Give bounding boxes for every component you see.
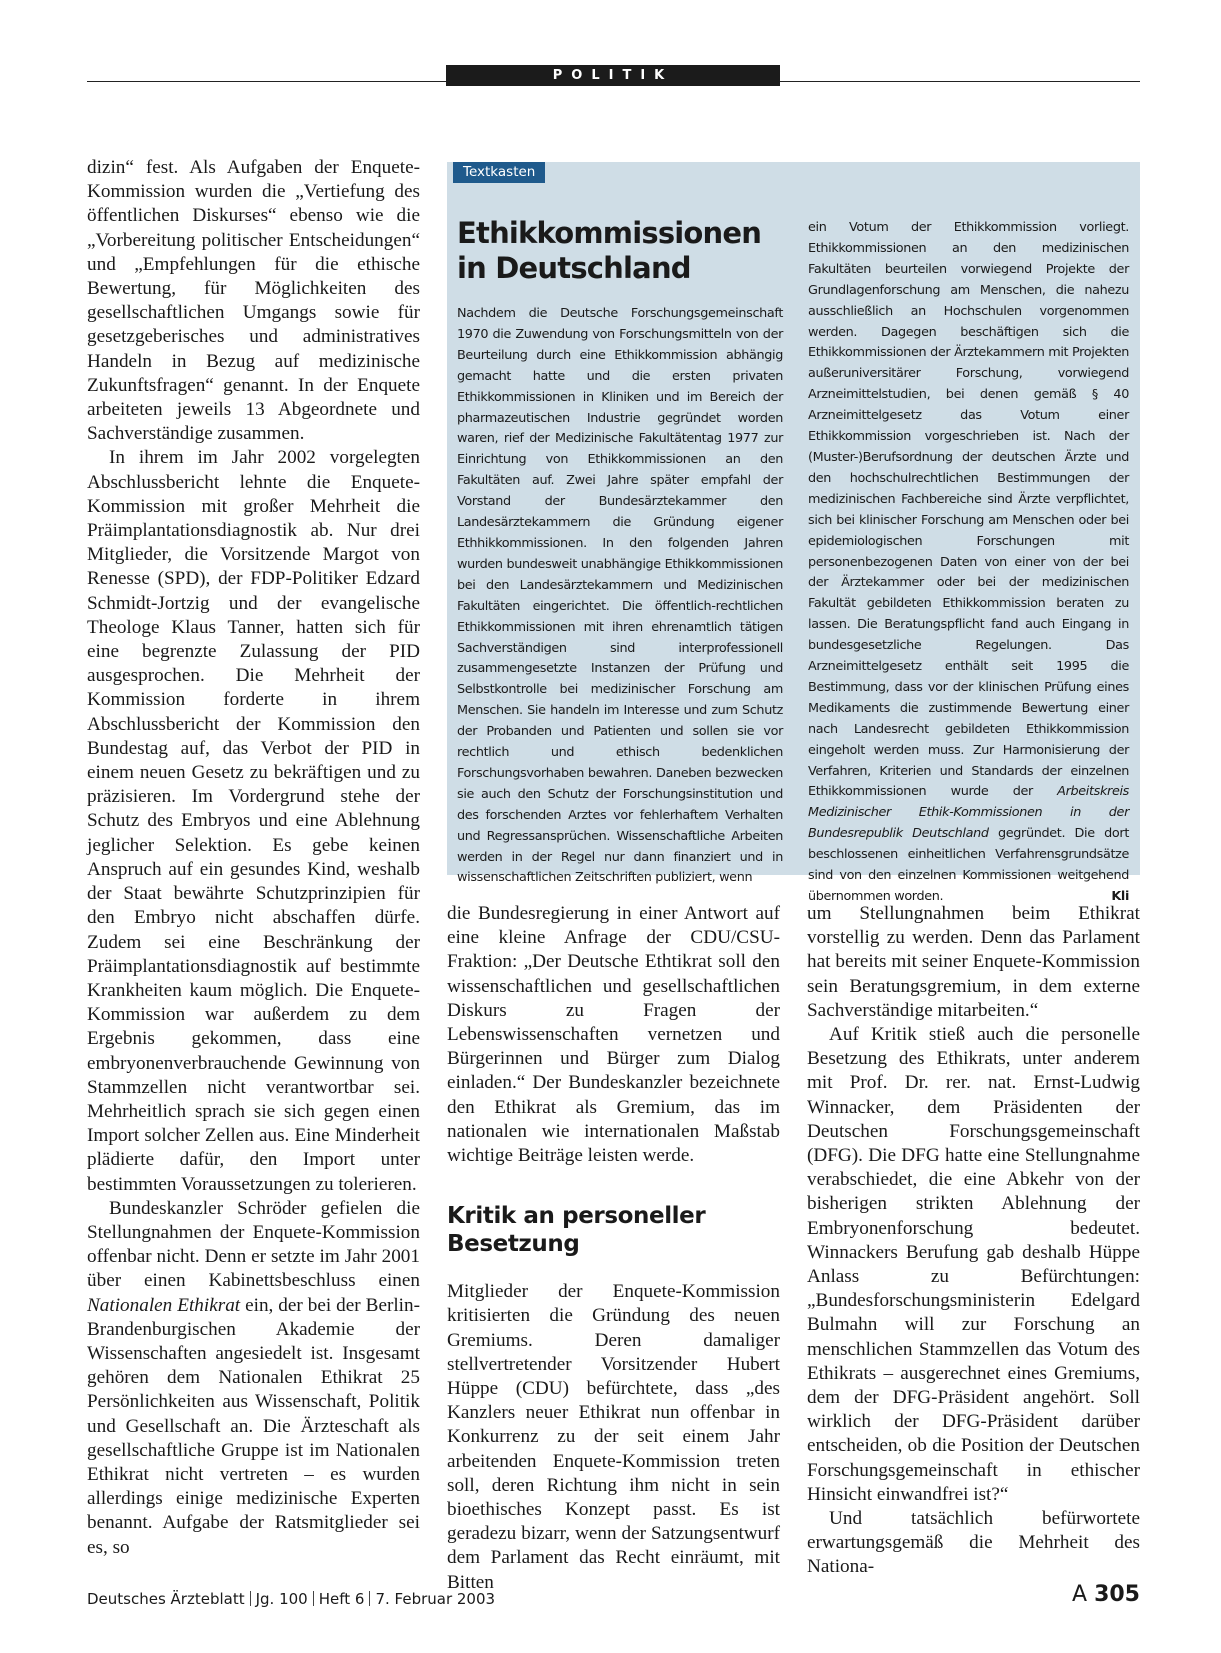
page-number-value: 305 — [1094, 1582, 1140, 1607]
section-label: POLITIK — [446, 65, 780, 86]
subheading: Kritik an personeller Besetzung — [447, 1203, 706, 1258]
paragraph: Mitglieder der Enquete-Kommission kritisierten die Gründung des neuen Gremiums. Deren damaliger stellvertretender Vorsitzender Hubert Hüppe (CDU) befürchtete, dass „des Kanzlers neuer Ethikrat nun offenbar in Konkurrenz zu der seit einem Jahr arbeitenden Enquete-Kommission treten soll, deren Richtung ihm nicht in sein bioethisches Konzept passt. Es ist geradezu bizarr, wenn der Satzungsentwurf dem Parlament das Recht einräumt, mit Bitten — [447, 1281, 780, 1593]
paragraph: um Stellungnahmen beim Ethikrat vorstellig zu werden. Denn das Parlament hat bereits mit seiner Enquete-Kommission sein Beratungsgremium, in dem externe Sachverständige mitarbeiten.“ — [807, 903, 1140, 1021]
volume: Jg. 100 — [255, 1590, 308, 1608]
paragraph: dizin“ fest. Als Aufgaben der Enquete-Kommission wurden die „Vertiefung des öffentlichen Diskurses“ ebenso wie die „Vorbereitung politischer Entscheidungen“ und „Empfehlungen für die ethische Bewertung, für Möglichkeiten des gesellschaftlichen Umgangs sowie für gesetzgeberisches und administratives Handeln in Bezug auf medizinische Zukunftsfragen“ genannt. In der Enquete arbeiteten jeweils 13 Abgeordnete und Sachverständige zusammen. — [87, 157, 420, 445]
textbox-column-1 — [457, 304, 783, 889]
article-column-1 — [87, 156, 420, 1560]
separator — [250, 1591, 251, 1606]
italic-term: Arbeitskreis Medizinischer Ethik-Kommissionen in der Bundesrepublik Deutschland — [808, 784, 1129, 842]
italic-term: Nationalen Ethikrat — [87, 1294, 241, 1316]
paragraph: die Bundesregierung in einer Antwort auf eine kleine Anfrage der CDU/CSU-Fraktion: „Der Deutsche Ethtikrat soll den wissenschaftlichen und gesellschaftlichen Diskurs zu Fragen der Lebenswissenschaften vernetzen und Bürgerinnen und Bürger zum Dialog einladen.“ Der Bundeskanzler bezeichnete den Ethikrat als Gremium, das im nationalen wie internationalen Maßstab wichtige Beiträge leisten werde. — [447, 903, 780, 1167]
textbox-paragraph — [808, 218, 1129, 908]
page-prefix: A — [1072, 1582, 1088, 1607]
paragraph: Auf Kritik stieß auch die personelle Besetzung des Ethikrats, unter anderem mit Prof. Dr. rer. nat. Ernst-Ludwig Winnacker, dem Präsidenten der Deutschen Forschungsgemeinschaft (DFG). Die DFG hatte eine Stellungnahme verabschiedet, die eine Abkehr von der bisherigen strikten Ablehnung der Embryonenforschung bedeutet. Winnackers Berufung gab deshalb Hüppe Anlass zu Befürchtungen: „Bundesforschungsministerin Edelgard Bulmahn will zur Forschung an menschlichen Stammzellen das Votum des Ethikrats – ausgerechnet eines Gremiums, dem der DFG-Präsident angehört. Soll wirklich der DFG-Präsident darüber entscheiden, ob die Position der Deutschen Forschungsgemeinschaft in ethischer Hinsicht einwandfrei ist?“ — [807, 1024, 1140, 1505]
issue: Heft 6 — [318, 1590, 365, 1608]
paragraph: In ihrem im Jahr 2002 vorgelegten Abschlussbericht lehnte die Enquete-Kommission mit großer Mehrheit die Präimplantationsdiagnostik ab. Nur drei Mitglieder, die Vorsitzende Margot von Renesse (SPD), der FDP-Politiker Edzard Schmidt-Jortzig und der evangelische Theologe Klaus Tanner, hatten sich für eine begrenzte Zulassung der PID ausgesprochen. Die Mehrheit der Kommission forderte in ihrem Abschlussbericht der Kommission den Bundestag auf, das Verbot der PID in einem neuen Gesetz zu bekräftigen und zu präzisieren. Im Vordergrund stehe der Schutz des Embryos und eine Ablehnung jeglicher Selektion. Es gebe keinen Anspruch auf ein gesundes Kind, weshalb der Staat bewährte Schutzprinzipien für den Embryo nicht abschaffen dürfe. Zudem sei eine Beschränkung der Präimplantationsdiagnostik auf bestimmte Krankheiten kaum möglich. Die Enquete-Kommission war außerdem zu dem Ergebnis gekommen, dass eine embryonenverbrauchende Gewinnung von Stammzellen nicht verantwortbar sei. Mehrheitlich sprach sie sich gegen einen Import solcher Zellen aus. Eine Minderheit plädierte dafür, den Import unter bestimmten Voraussetzungen zu tolerieren. — [87, 447, 420, 1195]
textbox-tag: Textkasten — [453, 162, 545, 183]
separator — [313, 1591, 314, 1606]
text-run: Bundeskanzler Schröder gefielen die Stellungnahmen der Enquete-Kommission offenbar nicht. Denn er setzte im Jahr 2001 über einen Kabinettsbeschluss einen — [87, 1197, 420, 1292]
textbox-paragraph: Nachdem die Deutsche Forschungsgemeinschaft 1970 die Zuwendung von Forschungsmitteln von der Beurteilung durch eine Ethikkommission abhängig gemacht hatte und die ersten privaten Ethikkommissionen in Kliniken und im Bereich der pharmazeutischen Industrie gegründet worden waren, rief der Medizinische Fakultätentag 1977 zur Einrichtung von Ethikkommissionen an den Fakultäten auf. Zwei Jahre später empfahl der Vorstand der Bundesärztekammer den Landesärztekammern die Gründung eigener Ethhikkommissionen. In den folgenden Jahren wurden bundesweit unabhängige Ethikkommissionen bei den Landesärztekammern und Medizinischen Fakultäten eingerichtet. Die öffentlich-rechtlichen Ethikkommissionen mit ihren ehrenamtlich tätigen Sachverständigen sind interprofessionell zusammengesetzte Instanzen der Prüfung und Selbstkontrolle bei medizinischer Forschung am Menschen. Sie handeln im Interesse und zum Schutz der Probanden und Patienten und sollen sie vor rechtlich und ethisch bedenklichen Forschungsvorhaben bewahren. Daneben bezwecken sie auch den Schutz der Forschungsinstitution und des forschenden Arztes vor fehlerhaftem Verhalten und Regressansprüchen. Wissenschaftliche Arbeiten werden in der Regel nur dann finanziert und in wissenschaftlichen Zeitschriften publiziert, wenn — [457, 306, 783, 886]
textbox-title: Ethikkommissionen in Deutschland — [457, 216, 762, 285]
text-run: ein Votum der Ethikkommission vorliegt. Ethikkommissionen an den medizinischen Fakultäten beurteilen vorwiegend Projekte der Grundlagenforschung am Menschen, die nahezu ausschließlich an Hochschulen vorgenommen werden. Dagegen beschäftigen sich die Ethikkommissionen der Ärztekammern mit Projekten außeruniversitärer Forschung, vorwiegend Arzneimittelstudien, bei denen gemäß § 40 Arzneimittelgesetz das Votum einer Ethikkommission vorgeschrieben ist. Nach der (Muster-)Berufsordnung der deutschen Ärzte und den hochschulrechtlichen Bestimmungen der medizinischen Fachbereiche sind Ärzte verpflichtet, sich bei klinischer Forschung am Menschen oder bei epidemiologischen Forschungen mit personenbezogenen Daten von einer von der bei der Ärztekammer oder bei der medizinischen Fakultät gebildeten Ethikkommission beraten zu lassen. Die Beratungspflicht fand auch Eingang in bundesgesetzliche Regelungen. Das Arzneimittelgesetz enthält seit 1995 die Bestimmung, dass vor der klinischen Prüfung eines Medikaments die zustimmende Bewertung einer nach Landesrecht gebildeten Ethikkommission eingeholt werden muss. Zur Harmonisierung der Verfahren, Kriterien und Standards der einzelnen Ethikkommissionen wurde der — [808, 220, 1129, 800]
separator — [369, 1591, 370, 1606]
textbox-column-2 — [808, 218, 1129, 908]
article-column-2 — [447, 902, 780, 1595]
author-initials: Kli — [1111, 889, 1129, 904]
journal-name: Deutsches Ärzteblatt — [87, 1590, 245, 1608]
footer-citation — [87, 1590, 495, 1608]
paragraph: Und tatsächlich befürwortete erwartungsgemäß die Mehrheit des Nationa- — [807, 1508, 1140, 1578]
text-run: gegründet. Die dort beschlossenen einheitlichen Verfahrensgrundsätze sind von den einzelnen Kommissionen weitgehend übernommen worden. — [808, 826, 1129, 904]
paragraph — [87, 1197, 420, 1560]
issue-date: 7. Februar 2003 — [375, 1590, 496, 1608]
page-number — [1072, 1582, 1140, 1607]
text-run: ein, der bei der Berlin-Brandenburgischen Akademie der Wissenschaften angesiedelt ist. Insgesamt gehören dem Nationalen Ethikrat 25 Persönlichkeiten aus Wissenschaft, Politik und Gesellschaft an. Die Ärzteschaft als gesellschaftliche Gruppe ist im Nationalen Ethikrat nicht vertreten – es wurden allerdings einige medizinische Experten benannt. Aufgabe der Ratsmitglieder sei es, so — [87, 1294, 420, 1558]
article-column-3 — [807, 902, 1140, 1580]
